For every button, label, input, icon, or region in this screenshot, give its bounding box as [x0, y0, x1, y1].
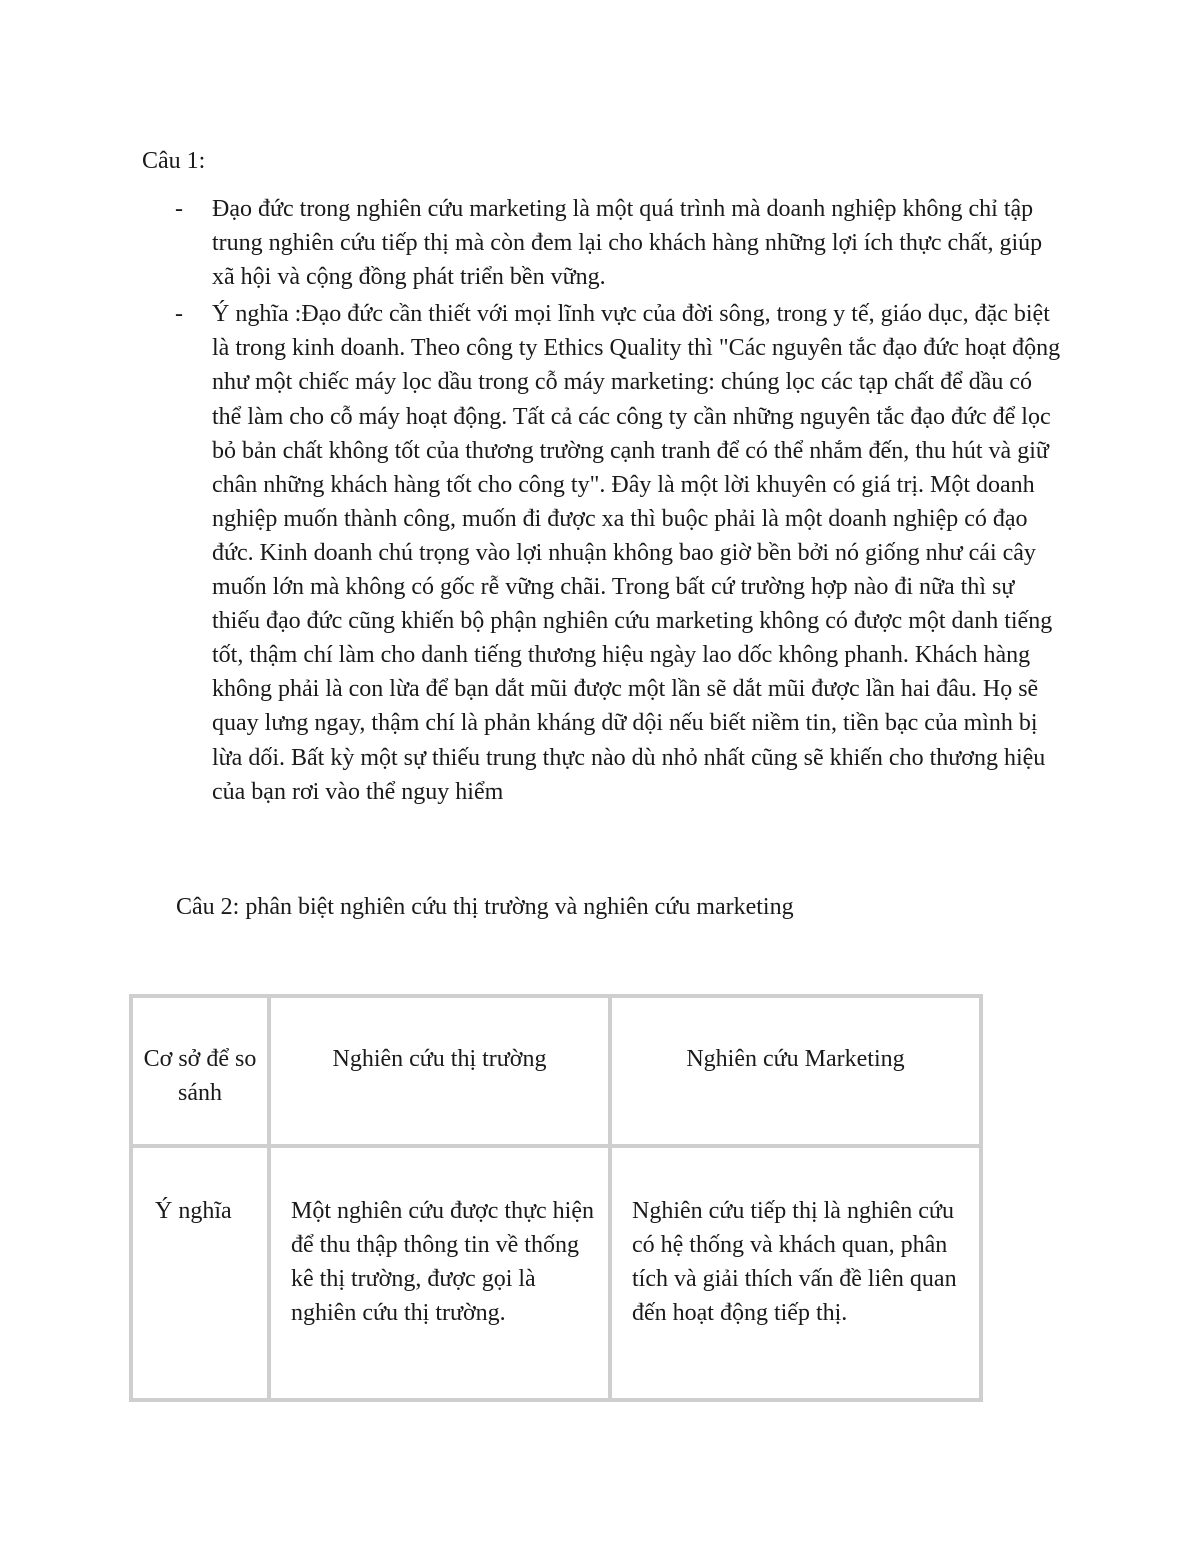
row-label-cell: Ý nghĩa: [131, 1146, 269, 1400]
bullet-text: Ý nghĩa :Đạo đức cần thiết với mọi lĩnh vực của đời sông, trong y tế, giáo dục, đặc biệt là trong kinh doanh. Theo công ty Ethics Quality thì "Các nguyên tắc đạo đức hoạt động như một chiếc máy lọc dầu trong cỗ máy marketing: chúng lọc các tạp chất để dầu có thể làm cho cỗ máy hoạt động. Tất cả các công ty cần những nguyên tắc đạo đức để lọc bỏ bản chất không tốt của thương trường cạnh tranh để có thể nhắm đến, thu hút và giữ chân những khách hàng tốt cho công ty". Đây là một lời khuyên có giá trị. Một doanh nghiệp muốn thành công, muốn đi được xa thì buộc phải là một doanh nghiệp có đạo đức. Kinh doanh chú trọng vào lợi nhuận không bao giờ bền bởi nó giống như cái cây muốn lớn mà không có gốc rễ vững chãi. Trong bất cứ trường hợp nào đi nữa thì sự thiếu đạo đức cũng khiến bộ phận nghiên cứu marketing không có được một danh tiếng tốt, thậm chí làm cho danh tiếng thương hiệu ngày lao dốc không phanh. Khách hàng không phải là con lừa để bạn dắt mũi được một lần sẽ dắt mũi được lần hai đâu. Họ sẽ quay lưng ngay, thậm chí là phản kháng dữ dội nếu biết niềm tin, tiền bạc của mình bị lừa dối. Bất kỳ một sự thiếu trung thực nào dù nhỏ nhất cũng sẽ khiến cho thương hiệu của bạn rơi vào thể nguy hiểm: [212, 301, 1061, 805]
header-cell-basis: Cơ sở để so sánh: [131, 996, 269, 1146]
table-header-row: [131, 996, 981, 1146]
question-2-heading: Câu 2: phân biệt nghiên cứu thị trường và nghiên cứu marketing: [176, 894, 794, 920]
bullet-definition: [175, 192, 1065, 294]
marketing-research-cell: Nghiên cứu tiếp thị là nghiên cứu có hệ thống và khách quan, phân tích và giải thích vấn đề liên quan đến hoạt động tiếp thị.: [610, 1146, 981, 1400]
market-research-cell: Một nghiên cứu được thực hiện để thu thập thông tin về thống kê thị trường, được gọi là nghiên cứu thị trường.: [269, 1146, 610, 1400]
bullet-meaning: [175, 297, 1065, 808]
header-cell-market-research: Nghiên cứu thị trường: [269, 996, 610, 1146]
table-row: [131, 1146, 981, 1400]
header-cell-marketing-research: Nghiên cứu Marketing: [610, 996, 981, 1146]
bullet-dash: -: [175, 196, 183, 222]
comparison-table: [129, 994, 983, 1402]
question-1-bullet-list: [175, 192, 1065, 812]
bullet-text: Đạo đức trong nghiên cứu marketing là một quá trình mà doanh nghiệp không chỉ tập trung nghiên cứu tiếp thị mà còn đem lại cho khách hàng những lợi ích thực chất, giúp xã hội và cộng đồng phát triển bền vững.: [212, 196, 1043, 291]
question-1-heading: Câu 1:: [142, 148, 206, 174]
bullet-dash: -: [175, 301, 183, 328]
